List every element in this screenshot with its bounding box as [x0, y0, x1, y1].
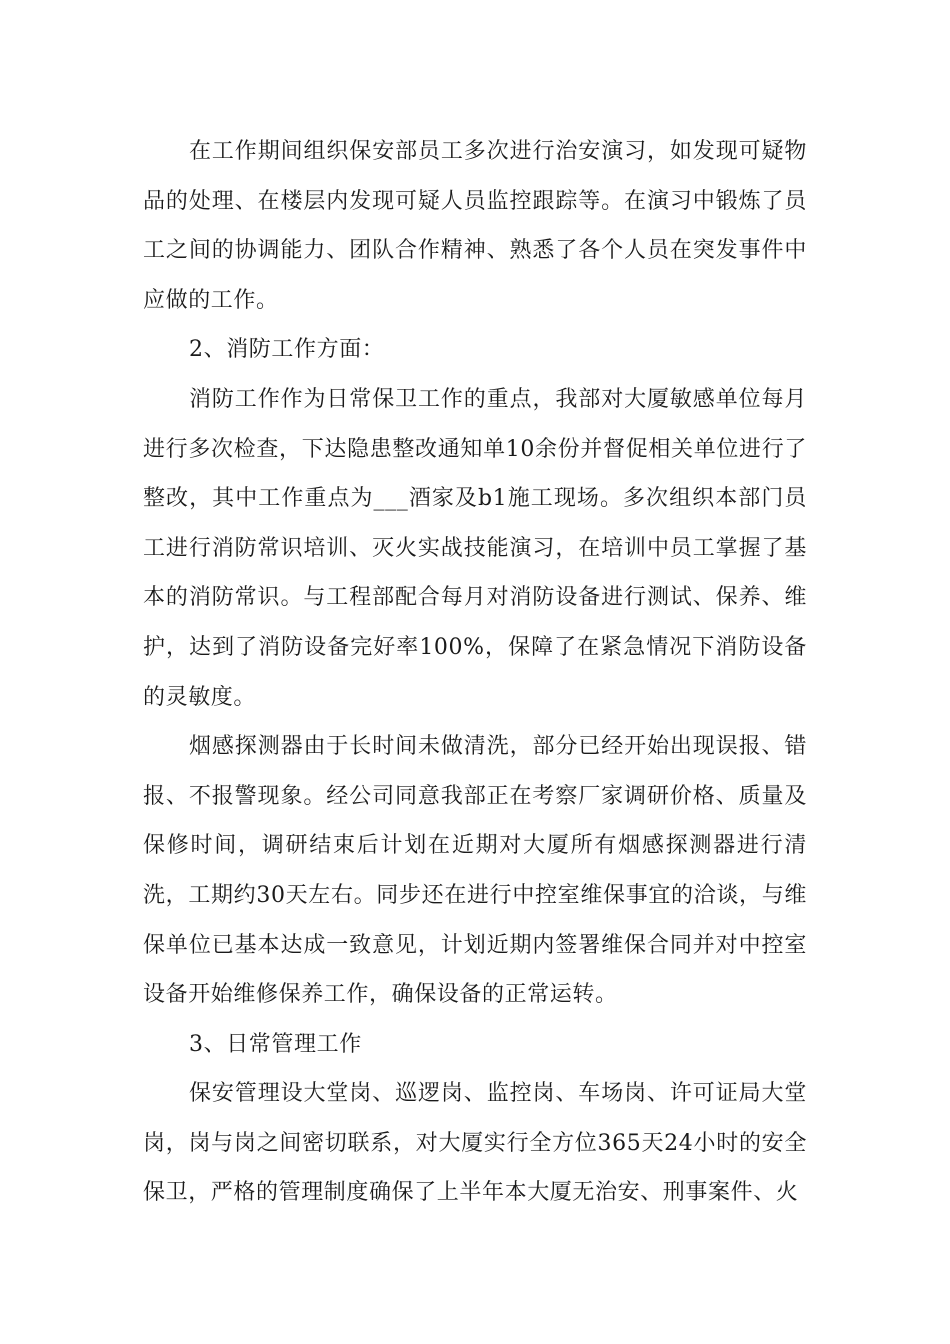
paragraph-drill: 在工作期间组织保安部员工多次进行治安演习，如发现可疑物品的处理、在楼层内发现可疑人员监控跟踪等。在演习中锻炼了员工之间的协调能力、团队合作精神、熟悉了各个人员在突发事件中应做的工作。	[143, 139, 807, 313]
document-body	[143, 127, 807, 1218]
paragraph-security-posts: 保安管理设大堂岗、巡逻岗、监控岗、车场岗、许可证局大堂岗，岗与岗之间密切联系，对大厦实行全方位365天24小时的安全保卫，严格的管理制度确保了上半年本大厦无治安、刑事案件、火	[143, 1081, 807, 1206]
paragraph-smoke-detectors: 烟感探测器由于长时间未做清洗，部分已经开始出现误报、错报、不报警现象。经公司同意我部正在考察厂家调研价格、质量及保修时间，调研结束后计划在近期对大厦所有烟感探测器进行清洗，工期约30天左右。同步还在进行中控室维保事宜的洽谈，与维保单位已基本达成一致意见，计划近期内签署维保合同并对中控室设备开始维修保养工作，确保设备的正常运转。	[143, 734, 807, 1008]
paragraph-fire-work: 消防工作作为日常保卫工作的重点，我部对大厦敏感单位每月进行多次检查，下达隐患整改通知单10余份并督促相关单位进行了整改，其中工作重点为___酒家及b1施工现场。多次组织本部门员工进行消防常识培训、灭火实战技能演习，在培训中员工掌握了基本的消防常识。与工程部配合每月对消防设备进行测试、保养、维护，达到了消防设备完好率100%，保障了在紧急情况下消防设备的灵敏度。	[143, 386, 807, 710]
heading-daily-management: 3、日常管理工作	[189, 1031, 362, 1057]
heading-fire-safety: 2、消防工作方面：	[189, 337, 385, 363]
